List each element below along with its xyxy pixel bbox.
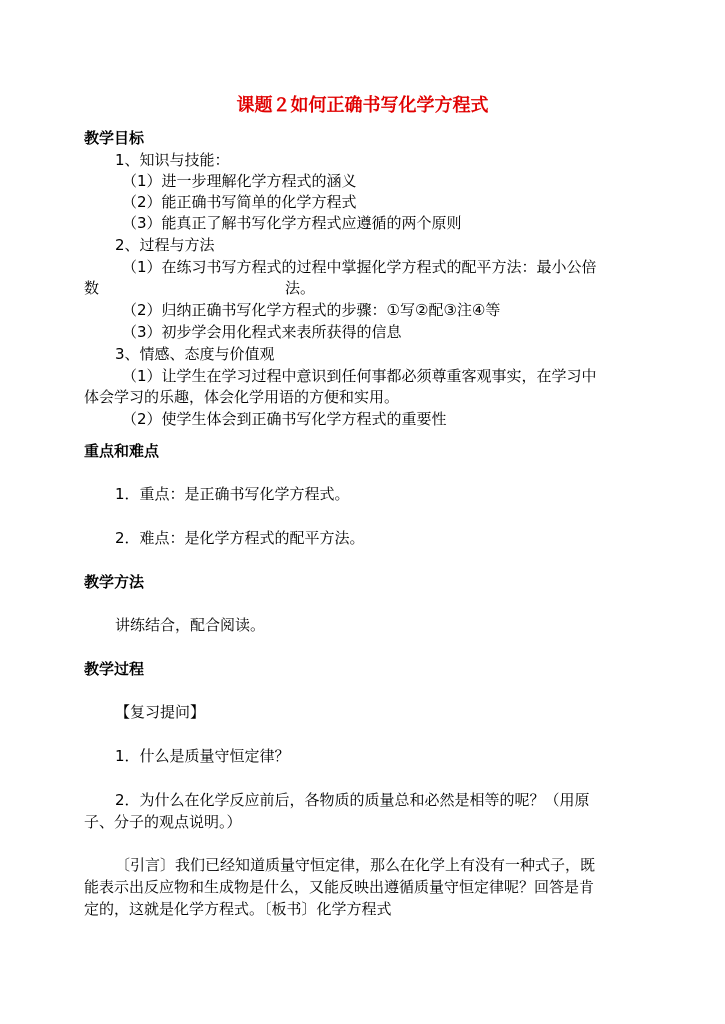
objective-item: （2）归纳正确书写化学方程式的步骤：①写②配③注④等 [122,301,501,319]
section-heading-objectives: 教学目标 [84,129,145,147]
objective-item: （3）能真正了解书写化学方程式应遵循的两个原则 [122,214,462,232]
objective-item: （1）让学生在学习过程中意识到任何事都必须尊重客观事实，在学习中 [122,367,597,385]
intro-paragraph-continuation: 定的，这就是化学方程式。〔板书〕化学方程式 [84,900,392,918]
objective-item-continuation: 法。 [285,279,316,297]
objective-item-continuation: 数 [84,279,100,297]
review-label: 【复习提问】 [115,703,206,721]
review-question-continuation: 子、分子的观点说明。） [84,813,242,831]
section-heading-process: 教学过程 [84,660,145,678]
section-heading-keypoints: 重点和难点 [84,442,160,460]
methods-text: 讲练结合，配合阅读。 [115,616,266,634]
objective-item: （1）进一步理解化学方程式的涵义 [122,172,357,190]
objective-item: （3）初步学会用化程式来表所获得的信息 [122,323,402,341]
document-title: 课题２如何正确书写化学方程式 [236,95,489,116]
objective-item: （1）在练习书写方程式的过程中掌握化学方程式的配平方法：最小公倍 [122,258,597,276]
intro-paragraph-continuation: 能表示出反应物和生成物是什么，又能反映出遵循质量守恒定律呢？回答是肯 [84,878,595,896]
objective-process-methods: 2、过程与方法 [115,236,215,254]
keypoint-item: 1．重点：是正确书写化学方程式。 [115,485,350,503]
review-question: 1．什么是质量守恒定律？ [115,747,290,765]
intro-paragraph: 〔引言〕我们已经知道质量守恒定律，那么在化学上有没有一种式子，既 [115,856,596,874]
review-question: 2．为什么在化学反应前后，各物质的质量总和必然是相等的呢？（用原 [115,791,590,809]
objective-item: （2）能正确书写简单的化学方程式 [122,193,357,211]
section-heading-methods: 教学方法 [84,573,145,591]
keypoint-item: 2．难点：是化学方程式的配平方法。 [115,529,365,547]
objective-emotion-values: 3、情感、态度与价值观 [115,345,275,363]
objective-knowledge-skills: 1、知识与技能： [115,151,230,169]
objective-item-continuation: 体会学习的乐趣，体会化学用语的方便和实用。 [84,388,400,406]
objective-item: （2）使学生体会到正确书写化学方程式的重要性 [122,410,447,428]
